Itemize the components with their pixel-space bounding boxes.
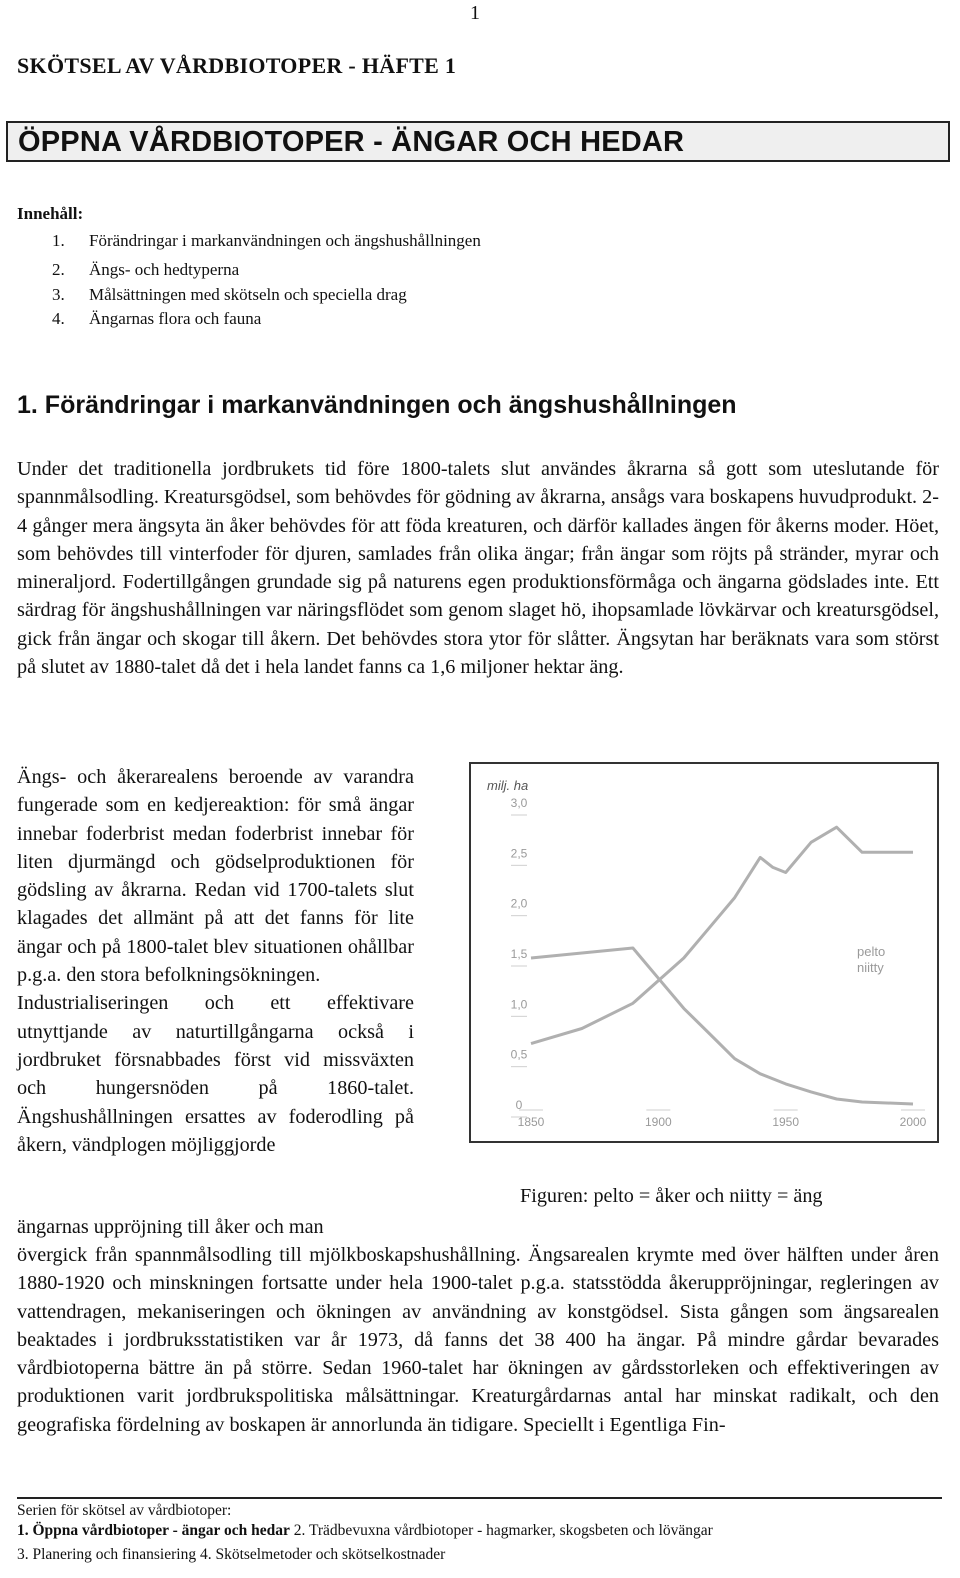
x-tick-label: 2000 — [899, 1115, 927, 1129]
toc-item-text: Förändringar i markanvändningen och ängshushållningen — [89, 231, 481, 250]
paragraph: Industrialiseringen och ett effektivare utnyttjande av naturtillgångarna också i jordbruket försnabbades först vid missväxten och hungersnöden på 1860-talet. Ängshushållningen ersattes av foderodling på åkern, vändplogen möjliggjorde — [17, 992, 414, 1156]
y-axis-label: milj. ha — [487, 778, 529, 793]
series-line-pelto — [531, 827, 913, 1043]
toc-item-number: 3. — [52, 285, 65, 304]
footer-divider — [17, 1497, 942, 1499]
paragraph: Ängs- och åkerarealens beroende av varandra fungerade som en kedjereaktion: för små ängar innebar foderbrist medan foderbrist innebar för liten djurmängd och gödselproduktionen för gödsling av åkrarna. Redan vid 1700-talets slut klagades det allmänt på att det fanns för lite ängar och på 1800-talet blev situationen ohållbar p.g.a. den stora befolkningsökningen. — [17, 766, 414, 987]
x-tick-label: 1950 — [772, 1115, 800, 1129]
toc-item-text: Ängs- och hedtyperna — [89, 260, 240, 279]
main-title-box — [6, 121, 950, 162]
paragraph-line: ängarnas uppröjning till åker och man — [17, 1216, 324, 1238]
legend-label: pelto — [857, 944, 886, 959]
series-title: SKÖTSEL AV VÅRDBIOTOPER - HÄFTE 1 — [17, 53, 457, 78]
toc-item-number: 1. — [52, 231, 65, 250]
legend-label: niitty — [857, 960, 884, 975]
x-tick-label: 1850 — [517, 1115, 545, 1129]
footer-item: 4. Skötselmetoder och skötselkostnader — [199, 1546, 446, 1563]
footer-series-line — [17, 1546, 445, 1564]
y-tick-label: 3,0 — [510, 796, 528, 810]
y-tick-label: 0 — [515, 1098, 523, 1112]
toc-item-text: Ängarnas flora och fauna — [89, 309, 262, 328]
section-heading: 1. Förändringar i markanvändningen och ängshushållningen — [17, 391, 737, 419]
y-tick-label: 1,5 — [510, 947, 528, 961]
y-tick-label: 2,0 — [510, 896, 528, 911]
paragraph: övergick från spannmålsodling till mjölkboskapshushållning. Ängsarealen krymte med över hälften under åren 1880-1920 och minskningen fortsatte under hela 1900-talet p.g.a. statsstödda åkeruppröjningar, regleringen av vattendragen, mekaniseringen och ökningen av användning av konstgödsel. Sista gången som ängsarealen beaktades i jordbruksstatistiken var år 1973, då fanns det 38 400 ha ängar. På mindre gårdar bevarades vårdbiotoperna bättre än på större. Sedan 1960-talet har ökningen av gårdsstorleken och effektiveringen av produktionen varit jordbrukspolitiska målsättningar. Kreaturgårdarnas antal har minskat radikalt, och den geografiska fördelning av boskapen är annorlunda än tidigare. Speciellt i Egentliga Fin- — [17, 1244, 939, 1436]
footer-series-line — [17, 1522, 713, 1540]
main-title: ÖPPNA VÅRDBIOTOPER - ÄNGAR OCH HEDAR — [18, 126, 685, 158]
y-tick-label: 2,5 — [510, 846, 528, 861]
paragraph-beside-figure — [17, 763, 414, 1159]
toc-item — [52, 260, 239, 280]
line-chart — [471, 764, 937, 1141]
footer-item-number: 1. — [17, 1522, 29, 1539]
figure-area-chart — [469, 762, 939, 1143]
toc-heading: Innehåll: — [17, 204, 84, 223]
figure-caption: Figuren: pelto = åker och niitty = äng — [520, 1185, 823, 1207]
toc-item-number: 2. — [52, 260, 65, 279]
toc-item — [52, 309, 261, 329]
footer-item-current: Öppna vårdbiotoper - ängar och hedar — [32, 1522, 290, 1539]
y-tick-label: 1,0 — [510, 997, 528, 1012]
footer-item: Planering och finansiering — [32, 1546, 197, 1563]
page-number: 1 — [470, 2, 480, 24]
paragraph: Under det traditionella jordbrukets tid före 1800-talets slut användes åkrarna så gott som uteslutande för spannmålsodling. Kreatursgödsel, som behövdes för gödning av åkrarna, ansågs vara boskapens huvudprodukt. 2-4 gånger mera ängsyta än åker behövdes för att föda kreaturen, och därför kallades ängen för åkerns moder. Höet, som behövdes till vinterfoder för djuren, samlades från olika ängar; från ängar som röjts på stränder, myrar och mineraljord. Fodertillgången grundade sig på naturens egen produktionsförmåga och ängarna gödslades inte. Ett särdrag för ängshushållningen var näringsflödet som genom slaget hö, ihopsamlade lövkärvar och kreatursgödsel, gick från ängar och skogar till åkern. Det behövdes stora ytor för slåtter. Ängsytan har beräknats vara som störst på slutet av 1880-talet då det i hela landet fanns ca 1,6 miljoner hektar äng. — [17, 458, 939, 679]
footer-item: 2. Trädbevuxna vårdbiotoper - hagmarker, skogsbeten och lövängar — [293, 1522, 713, 1539]
y-tick-label: 0,5 — [510, 1047, 528, 1062]
toc-item-text: Målsättningen med skötseln och speciella drag — [89, 285, 407, 304]
footer-item-number: 3. — [17, 1546, 29, 1563]
toc-item — [52, 285, 407, 305]
toc-item — [52, 231, 481, 251]
toc-item-number: 4. — [52, 309, 65, 328]
x-tick-label: 1900 — [644, 1115, 672, 1129]
footer-series-label: Serien för skötsel av vårdbiotoper: — [17, 1502, 232, 1519]
